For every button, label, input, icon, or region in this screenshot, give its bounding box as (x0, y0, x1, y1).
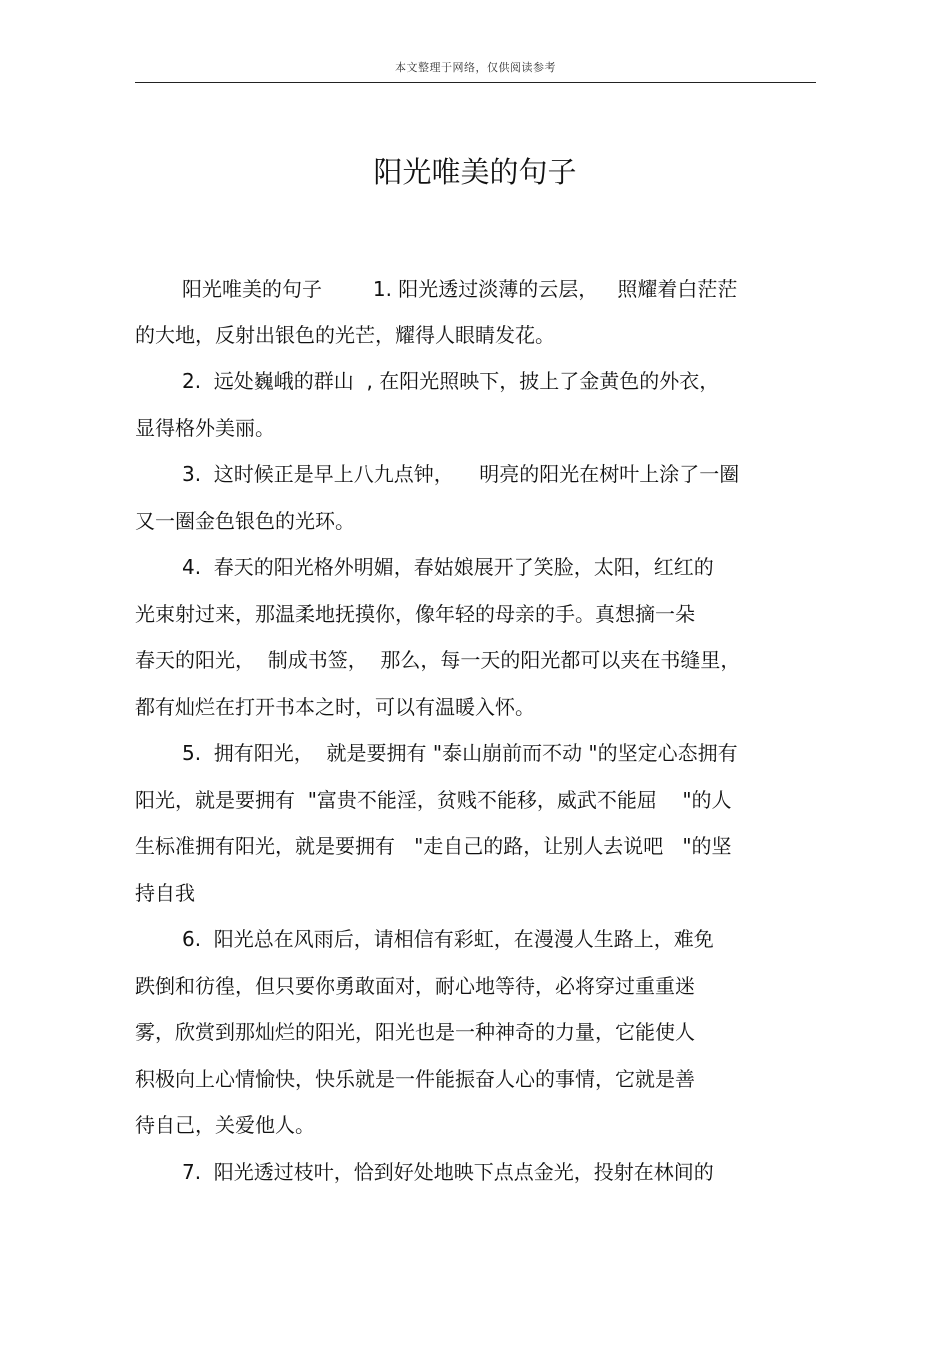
body-line: 3. 这时候正是早上八九点钟， 明亮的阳光在树叶上涂了一圈 (182, 462, 740, 486)
body-line: 光束射过来，那温柔地抚摸你，像年轻的母亲的手。真想摘一朵 (135, 602, 695, 626)
body-line: 跌倒和彷徨，但只要你勇敢面对，耐心地等待，必将穿过重重迷 (135, 974, 695, 998)
page-header (135, 56, 816, 83)
body-line: 积极向上心情愉快，快乐就是一件能振奋人心的事情，它就是善 (135, 1067, 695, 1091)
body-line: 6. 阳光总在风雨后，请相信有彩虹，在漫漫人生路上，难免 (182, 927, 714, 951)
body-line: 7. 阳光透过枝叶，恰到好处地映下点点金光，投射在林间的 (182, 1160, 714, 1184)
header-note: 本文整理于网络，仅供阅读参考 (395, 61, 556, 74)
body-line: 阳光唯美的句子 1. 阳光透过淡薄的云层， 照耀着白茫茫 (182, 277, 738, 301)
body-line: 雾，欣赏到那灿烂的阳光，阳光也是一种神奇的力量，它能使人 (135, 1020, 695, 1044)
body-line: 待自己，关爱他人。 (135, 1113, 315, 1137)
body-line: 显得格外美丽。 (135, 416, 275, 440)
body-line: 4. 春天的阳光格外明媚，春姑娘展开了笑脸，太阳，红红的 (182, 555, 714, 579)
body-line: 都有灿烂在打开书本之时，可以有温暖入怀。 (135, 695, 535, 719)
body-line: 2. 远处巍峨的群山 , 在阳光照映下，披上了金黄色的外衣， (182, 369, 720, 393)
body-line: 又一圈金色银色的光环。 (135, 509, 355, 533)
body-line: 5. 拥有阳光， 就是要拥有 "泰山崩前而不动 "的坚定心态拥有 (182, 741, 738, 765)
body-line: 春天的阳光， 制成书签， 那么，每一天的阳光都可以夹在书缝里， (135, 648, 741, 672)
body-line: 的大地，反射出银色的光芒，耀得人眼睛发花。 (135, 323, 555, 347)
body-line: 持自我 (135, 881, 195, 905)
body-line: 阳光，就是要拥有 "富贵不能淫，贫贱不能移，威武不能屈 "的人 (135, 788, 732, 812)
document-title: 阳光唯美的句子 (373, 155, 577, 189)
body-line: 生标准拥有阳光，就是要拥有 "走自己的路，让别人去说吧 "的坚 (135, 834, 732, 858)
